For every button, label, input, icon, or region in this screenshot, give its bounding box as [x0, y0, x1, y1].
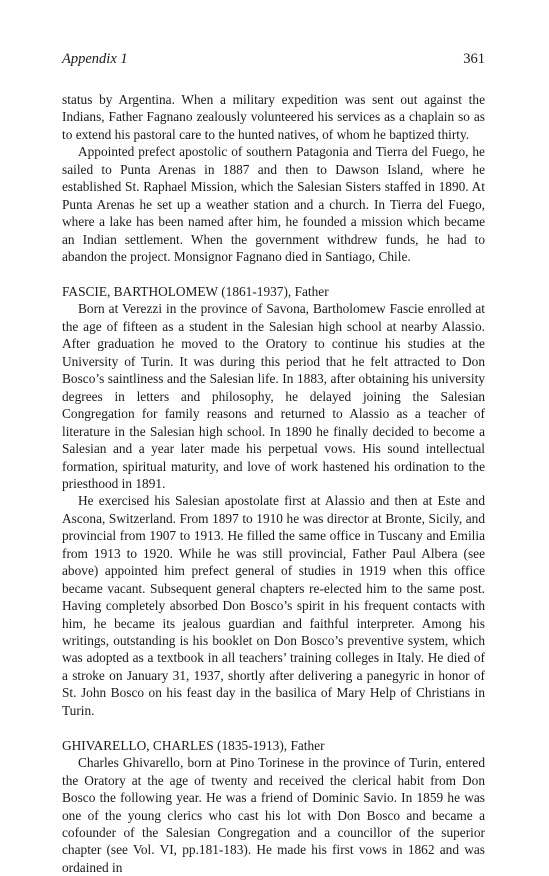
paragraph: Charles Ghivarello, born at Pino Torinese in the province of Turin, entered the Oratory at the age of twenty and received the clerical habit from Don Bosco the following year. He was a friend of Dominic Savio. In 1859 he was one of the young clerics who cast his lot with Don Bosco and became a cofounder of the Salesian Congregation and a councillor of the superior chapter (see Vol. VI, pp.181-183). He made his first vows in 1862 and was ordained in — [62, 755, 485, 875]
running-title: Appendix 1 — [62, 51, 128, 67]
page-number: 361 — [463, 51, 485, 67]
body-text — [62, 91, 485, 876]
running-head — [62, 51, 485, 71]
paragraph: He exercised his Salesian apostolate first at Alassio and then at Este and Ascona, Switzerland. From 1897 to 1910 he was director at Bronte, Sicily, and provincial from 1907 to 1913. He filled the same office in Tuscany and Emilia from 1913 to 1920. While he was still provincial, Father Paul Albera (see above) appointed him prefect general of studies in 1919 when this office became vacant. Subsequent general chapters re-elected him to the same post. Having completely absorbed Don Bosco’s spirit in his frequent contacts with him, he became its jealous guardian and faithful interpreter. Among his writings, outstanding is his booklet on Don Bosco’s preventive system, which was adopted as a textbook in all teachers’ training colleges in Italy. He died of a stroke on January 31, 1937, shortly after delivering a panegyric in honor of St. John Bosco on his feast day in the basilica of Mary Help of Christians in Turin. — [62, 493, 485, 718]
entry-heading-fascie: FASCIE, BARTHOLOMEW (1861-1937), Father — [62, 283, 329, 299]
entry-heading-ghivarello: GHIVARELLO, CHARLES (1835-1913), Father — [62, 737, 325, 753]
paragraph: Appointed prefect apostolic of southern Patagonia and Tierra del Fuego, he sailed to Punta Arenas in 1887 and then to Dawson Island, where he established St. Raphael Mission, which the Salesian Sisters staffed in 1890. At Punta Arenas he set up a weather station and a church. In Tierra del Fuego, where a lake has been named after him, he founded a mission which became an Indian settlement. When the government withdrew funds, he had to abandon the project. Monsignor Fagnano died in Santiago, Chile. — [62, 144, 485, 265]
paragraph: Born at Verezzi in the province of Savona, Bartholomew Fascie enrolled at the age of fifteen as a student in the Salesian high school at nearby Alassio. After graduation he moved to the Oratory to continue his studies at the University of Turin. It was during this period that he felt attracted to Don Bosco’s saintliness and the Salesian life. In 1883, after obtaining his university degrees in letters and philosophy, he delayed joining the Salesian Congregation for family reasons and returned to Alassio as a teacher of literature in the Salesian high school. In 1890 he finally decided to become a Salesian and a year later made his perpetual vows. His sound intellectual formation, spiritual maturity, and love of work hastened his ordination to the priesthood in 1891. — [62, 301, 485, 491]
paragraph-continued: status by Argentina. When a military expedition was sent out against the Indians, Father Fagnano zealously volunteered his services as a chaplain so as to extend his pastoral care to the hunted natives, of whom he baptized thirty. — [62, 92, 485, 142]
